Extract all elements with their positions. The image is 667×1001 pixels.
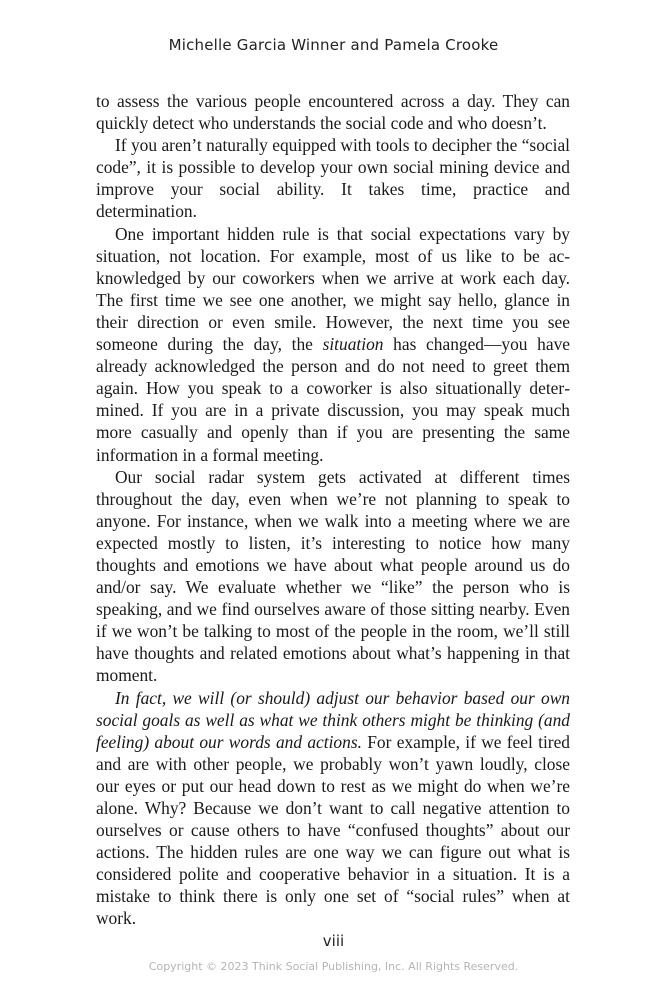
paragraph-3	[96, 223, 570, 466]
paragraph-3-part-b: has changed—you have already acknowledged the person and do not need to greet them again. How you speak to a coworker is also situationally determined. If you are in a private discussion, you may speak much more casually and openly than if you are presenting the same information in a formal meeting.	[96, 334, 571, 465]
paragraph-1: to assess the various people encountered across a day. They can quickly detect who understands the social code and who doesn’t.	[96, 91, 570, 134]
paragraph-5-part-b: For example, if we feel tired and are with other people, we probably won’t yawn loudly, close our eyes or put our head down to rest as we might do when we’re alone. Why? Because we don’t want to call negative attention to ourselves or cause others to have “confused thoughts” about our actions. The hidden rules are one way we can figure out what is considered polite and cooperative behavior in a situation. It is a mistake to think there is only one set of “social rules” when at work.	[96, 731, 570, 929]
running-head: Michelle Garcia Winner and Pamela Crooke	[168, 36, 499, 54]
body-text	[96, 90, 570, 930]
paragraph-4: Our social radar system gets activated at different times throughout the day, even when we’re not planning to speak to anyone. For instance, when we walk into a meeting where we are expected mostly to listen, it’s interesting to notice how many thoughts and emotions we have about what people around us do and/or say. We evaluate whether we “like” the person who is speaking, and we find ourselves aware of those sitting nearby. Even if we won’t be talking to most of the people in the room, we’ll still have thoughts and related emotions about what’s happening in that moment.	[96, 466, 570, 686]
page-number: viii	[322, 932, 345, 950]
paragraph-5	[96, 687, 570, 930]
copyright-notice: Copyright © 2023 Think Social Publishing, Inc. All Rights Reserved.	[148, 960, 519, 973]
paragraph-5-emphasis: In fact, we will (or should) adjust our behavior based our own social goals as well as what we think others might be thinking (and feeling) about our words and actions.	[96, 687, 570, 752]
paragraph-3-emphasis: situation	[322, 334, 384, 355]
paragraph-2: If you aren’t naturally equipped with tools to decipher the “social code”, it is possible to develop your own social mining device and improve your social ability. It takes time, practice and determination.	[96, 135, 570, 222]
paragraph-3-part-a: One important hidden rule is that social expectations vary by situation, not location. For example, most of us like to be acknowledged by our coworkers when we arrive at work each day. The first time we see one another, we might say hello, glance in their direction or even smile. However, the next time you see someone during the day, the	[96, 223, 570, 355]
